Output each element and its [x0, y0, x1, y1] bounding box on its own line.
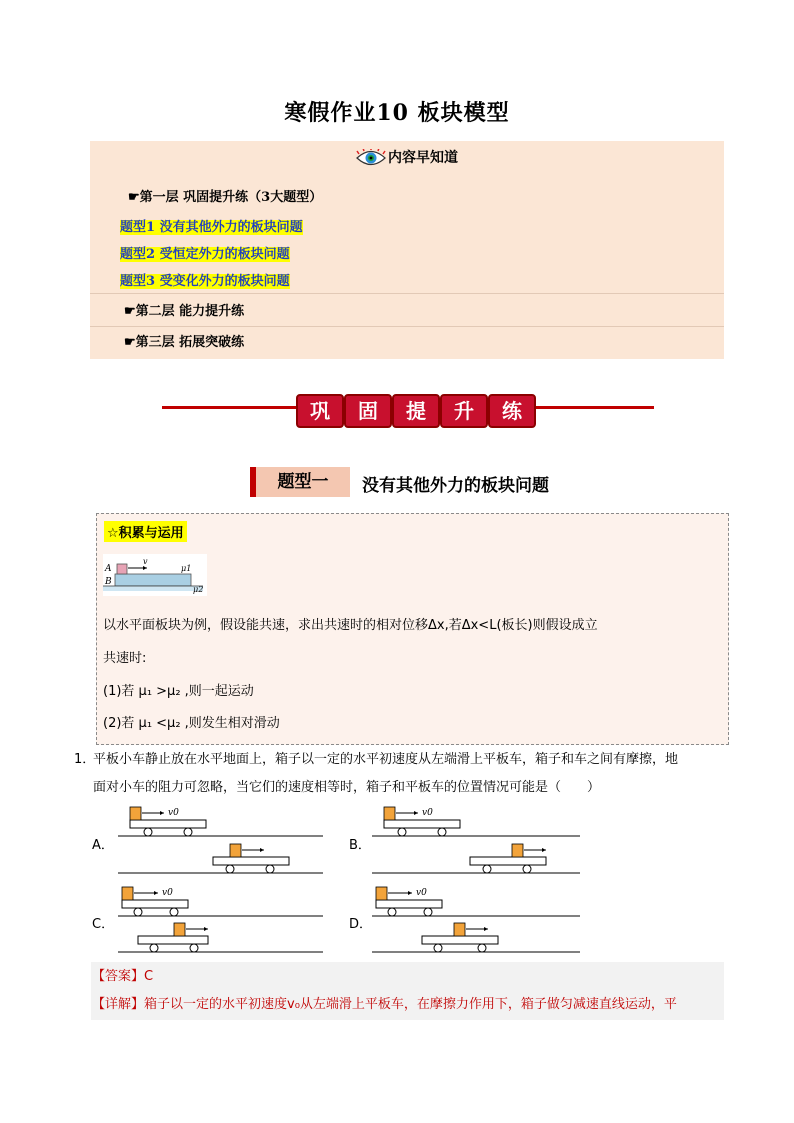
detail-label: 【详解】: [92, 997, 145, 1012]
figure-label-v: v: [143, 557, 148, 566]
detail-text: 箱子以一定的水平初速度v₀从左端滑上平板车，在摩擦力作用下，箱子做匀减速直线运动，平: [144, 997, 677, 1012]
figure-label-b: B: [105, 577, 112, 587]
option-d-figure[interactable]: [372, 880, 582, 958]
type-badge: 题型一: [250, 467, 350, 497]
answer-label: 【答案】: [92, 969, 145, 984]
v0-label: v0: [422, 808, 433, 818]
knowledge-tag: ☆积累与运用: [104, 521, 187, 542]
banner-char-4: 升: [440, 394, 488, 428]
banner-char-1: 巩: [296, 394, 344, 428]
board-block-figure: [103, 554, 207, 596]
banner-char-5: 练: [488, 394, 536, 428]
divider: [90, 293, 724, 294]
answer-row: [92, 965, 153, 984]
type-title: 没有其他外力的板块问题: [362, 476, 549, 496]
figure-label-mu2: μ2: [193, 585, 204, 594]
banner-char-3: 提: [392, 394, 440, 428]
toc-type-3[interactable]: 题型3 受变化外力的板块问题: [120, 274, 290, 289]
knowledge-line-1: 以水平面板块为例，假设能共速，求出共速时的相对位移Δx,若Δx<L(板长)则假设成立: [103, 618, 598, 633]
answer-value: C: [144, 969, 154, 984]
v0-label: v0: [168, 808, 179, 818]
knowledge-line-3: (1)若 μ₁ >μ₂ ,则一起运动: [103, 684, 254, 699]
page-title: 寒假作业10 板块模型: [284, 100, 510, 126]
toc-header: [90, 147, 724, 167]
toc-type-1[interactable]: 题型1 没有其他外力的板块问题: [120, 220, 303, 235]
figure-label-a: A: [105, 564, 112, 574]
banner-char-2: 固: [344, 394, 392, 428]
option-a-label[interactable]: A．: [92, 838, 114, 853]
toc-header-label: 内容早知道: [388, 150, 458, 166]
cart-top: [130, 807, 206, 836]
question-number: 1．: [74, 752, 96, 767]
v0-label: v0: [416, 888, 427, 898]
figure-label-mu1: μ1: [181, 564, 192, 573]
toc-panel: [90, 141, 724, 359]
toc-level3[interactable]: ☛第三层 拓展突破练: [124, 335, 245, 350]
divider: [90, 326, 724, 327]
option-b-label[interactable]: B．: [349, 838, 371, 853]
detail-row: [92, 993, 677, 1012]
toc-level2[interactable]: ☛第二层 能力提升练: [124, 304, 245, 319]
option-d-label[interactable]: D．: [349, 917, 373, 932]
v0-label: v0: [162, 888, 173, 898]
option-c-figure[interactable]: [118, 880, 328, 958]
eye-icon: [356, 149, 386, 167]
question-line-2: 面对小车的阻力可忽略，当它们的速度相等时，箱子和平板车的位置情况可能是（ ）: [93, 780, 601, 795]
toc-level1[interactable]: ☛第一层 巩固提升练（3大题型）: [128, 190, 323, 205]
question-line-1: 平板小车静止放在水平地面上，箱子以一定的水平初速度从左端滑上平板车，箱子和车之间有摩擦，地: [93, 752, 679, 767]
toc-type-2[interactable]: 题型2 受恒定外力的板块问题: [120, 247, 290, 262]
knowledge-line-4: (2)若 μ₁ <μ₂ ,则发生相对滑动: [103, 716, 280, 731]
cart-bottom: [213, 844, 289, 873]
knowledge-line-2: 共速时:: [103, 651, 147, 666]
option-c-label[interactable]: C．: [92, 917, 115, 932]
option-a-figure[interactable]: [118, 802, 328, 878]
option-b-figure[interactable]: [372, 802, 582, 878]
